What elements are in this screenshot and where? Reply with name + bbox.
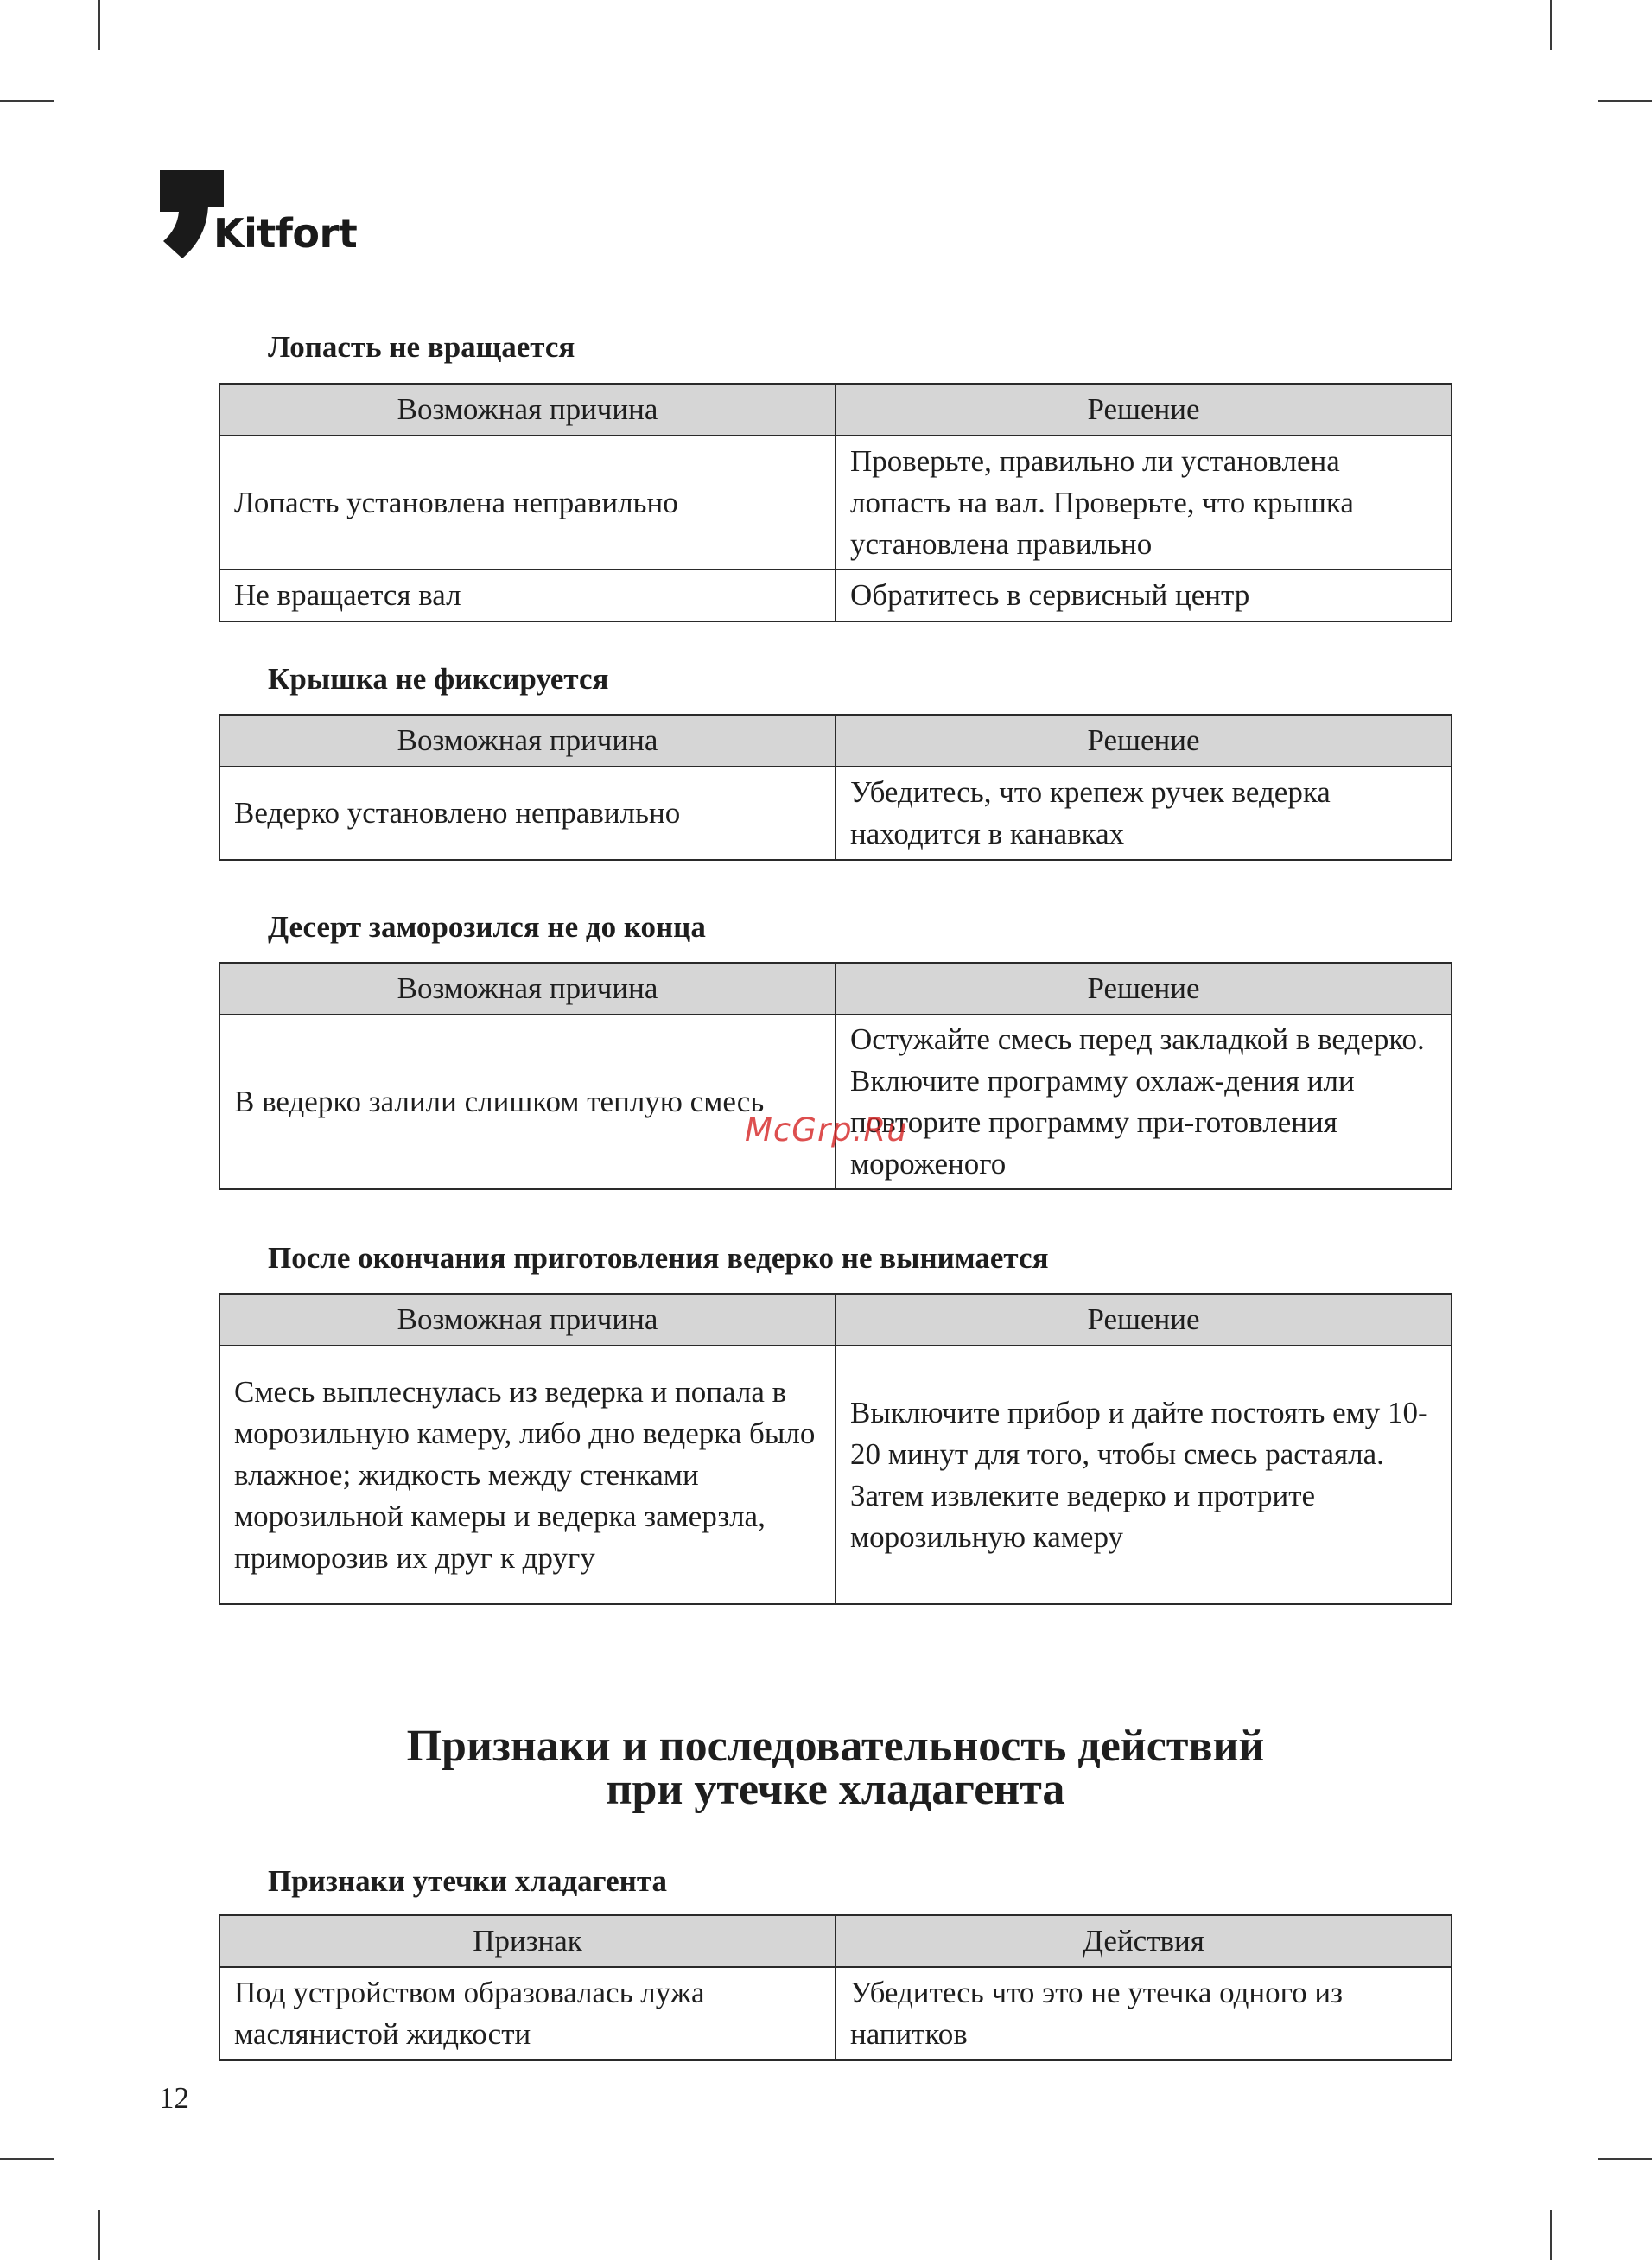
column-header: Возможная причина — [219, 715, 836, 767]
main-heading-line: Признаки и последовательность действий — [406, 1722, 1265, 1771]
crop-mark — [1550, 2210, 1552, 2260]
refrigerant-signs-table — [219, 1914, 1452, 2061]
column-header: Признак — [219, 1915, 836, 1967]
column-header: Возможная причина — [219, 1294, 836, 1346]
main-heading — [219, 1722, 1452, 1814]
crop-mark — [98, 2210, 100, 2260]
cause-cell: Лопасть установлена неправильно — [219, 436, 836, 570]
kitfort-logo — [158, 169, 365, 264]
crop-mark — [1550, 0, 1552, 50]
section-title: Десерт заморозился не до конца — [268, 910, 706, 944]
main-heading-line: при утечке хладагента — [606, 1765, 1065, 1814]
table-header-row — [219, 1915, 1452, 1967]
crop-mark — [1598, 2158, 1652, 2160]
sign-cell: Под устройством образовалась лужа маслянистой жидкости — [219, 1967, 836, 2060]
page-number: 12 — [159, 2081, 189, 2115]
table-row — [219, 436, 1452, 570]
watermark: McGrp.Ru — [745, 1111, 908, 1149]
section-title: Лопасть не вращается — [268, 330, 575, 364]
troubleshoot-table — [219, 383, 1452, 622]
troubleshoot-table — [219, 714, 1452, 861]
crop-mark — [0, 100, 54, 102]
cause-cell: В ведерко залили слишком теплую смесь — [219, 1015, 836, 1189]
table-header-row — [219, 1294, 1452, 1346]
troubleshoot-table — [219, 962, 1452, 1190]
cause-cell: Ведерко установлено неправильно — [219, 767, 836, 860]
table-row — [219, 767, 1452, 860]
column-header: Решение — [836, 715, 1452, 767]
crop-mark — [0, 2158, 54, 2160]
column-header: Решение — [836, 1294, 1452, 1346]
solution-cell: Убедитесь, что крепеж ручек ведерка находится в канавках — [836, 767, 1452, 860]
solution-cell: Выключите прибор и дайте постоять ему 10-20 минут для того, чтобы смесь растаяла. Затем извлеките ведерко и протрите морозильную камеру — [836, 1346, 1452, 1604]
column-header: Действия — [836, 1915, 1452, 1967]
cause-cell: Смесь выплеснулась из ведерка и попала в морозильную камеру, либо дно ведерка было влажное; жидкость между стенками морозильной камеры и ведерка замерзла, приморозив их друг к другу — [219, 1346, 836, 1604]
troubleshoot-table — [219, 1293, 1452, 1605]
table-row — [219, 1967, 1452, 2060]
table-row — [219, 1015, 1452, 1189]
section-title: Признаки утечки хладагента — [268, 1864, 667, 1898]
cause-cell: Не вращается вал — [219, 570, 836, 621]
column-header: Возможная причина — [219, 963, 836, 1015]
column-header: Решение — [836, 963, 1452, 1015]
section-title: После окончания приготовления ведерко не вынимается — [268, 1241, 1049, 1275]
table-row — [219, 1346, 1452, 1604]
brand-name: Kitfort — [213, 210, 358, 257]
solution-cell: Обратитесь в сервисный центр — [836, 570, 1452, 621]
column-header: Решение — [836, 384, 1452, 436]
crop-mark — [98, 0, 100, 50]
section-title: Крышка не фиксируется — [268, 662, 609, 696]
solution-cell: Остужайте смесь перед закладкой в ведерко. Включите программу охлаж-дения или повторите программу при-готовления мороженого — [836, 1015, 1452, 1189]
column-header: Возможная причина — [219, 384, 836, 436]
table-header-row — [219, 384, 1452, 436]
action-cell: Убедитесь что это не утечка одного из напитков — [836, 1967, 1452, 2060]
table-header-row — [219, 715, 1452, 767]
table-row — [219, 570, 1452, 621]
solution-cell: Проверьте, правильно ли установлена лопасть на вал. Проверьте, что крышка установлена правильно — [836, 436, 1452, 570]
table-header-row — [219, 963, 1452, 1015]
crop-mark — [1598, 100, 1652, 102]
